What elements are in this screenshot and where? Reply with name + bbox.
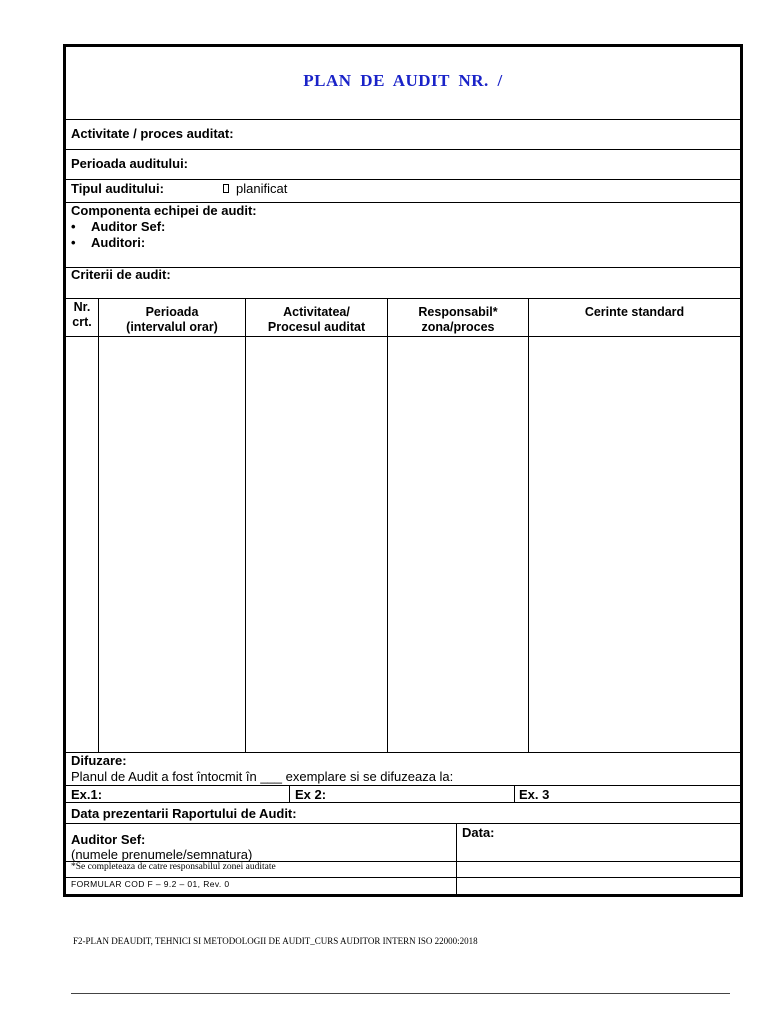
- divider: [66, 298, 740, 299]
- criterii-label: Criterii de audit:: [71, 267, 171, 282]
- difuzare-label: Difuzare:: [71, 753, 127, 768]
- perioada-auditului-label: Perioada auditului:: [71, 156, 189, 171]
- column-divider: [289, 785, 290, 802]
- form-title: PLAN DE AUDIT NR. /: [303, 71, 503, 90]
- page-footer: F2-PLAN DEAUDIT, TEHNICI SI METODOLOGII DE AUDIT_CURS AUDITOR INTERN ISO 22000:2018: [73, 936, 478, 946]
- ex1-label: Ex.1:: [71, 787, 103, 802]
- header-activitatea: Activitatea/ Procesul auditat: [267, 305, 366, 334]
- audit-plan-form: [63, 44, 743, 897]
- tipul-auditului-label: Tipul auditului:: [71, 181, 164, 196]
- column-divider: [528, 298, 529, 752]
- divider: [66, 802, 740, 803]
- column-divider: [387, 298, 388, 752]
- divider: [66, 877, 740, 878]
- header-perioada: Perioada (intervalul orar): [126, 305, 218, 334]
- divider: [66, 336, 740, 337]
- divider: [66, 785, 740, 786]
- planificat-option: planificat: [236, 181, 288, 196]
- auditor-sef-item: • Auditor Sef:: [71, 219, 166, 234]
- form-code: FORMULAR COD F – 9.2 – 01, Rev. 0: [71, 879, 230, 889]
- componenta-label: Componenta echipei de audit:: [71, 203, 257, 218]
- difuzare-text: Planul de Audit a fost întocmit în ___ exemplare si se difuzeaza la:: [71, 769, 454, 784]
- header-cerinte-standard: Cerinte standard: [584, 305, 685, 319]
- footer-divider: [71, 993, 730, 994]
- column-divider: [98, 298, 99, 752]
- divider: [66, 823, 740, 824]
- divider: [66, 752, 740, 753]
- column-divider: [245, 298, 246, 752]
- header-nr-crt: Nr. crt.: [72, 300, 92, 329]
- completion-note: *Se completeaza de catre responsabilul zonei auditate: [71, 862, 276, 872]
- column-divider: [514, 785, 515, 802]
- divider: [66, 149, 740, 150]
- auditor-sef-signature-label: Auditor Sef:: [71, 832, 146, 847]
- ex2-label: Ex 2:: [295, 787, 327, 802]
- column-divider: [456, 823, 457, 897]
- numele-prenumele-text: (numele prenumele/semnatura): [71, 847, 253, 862]
- header-responsabil: Responsabil* zona/proces: [418, 305, 498, 334]
- bullet-icon: •: [71, 219, 76, 234]
- auditori-item: • Auditori:: [71, 235, 146, 250]
- divider: [66, 119, 740, 120]
- data-prezentarii-label: Data prezentarii Raportului de Audit:: [71, 806, 297, 821]
- bullet-icon: •: [71, 235, 76, 250]
- planificat-checkbox[interactable]: [223, 184, 229, 193]
- data-label: Data:: [462, 825, 495, 840]
- activitate-label: Activitate / proces auditat:: [71, 126, 234, 141]
- divider: [66, 179, 740, 180]
- ex3-label: Ex. 3: [519, 787, 550, 802]
